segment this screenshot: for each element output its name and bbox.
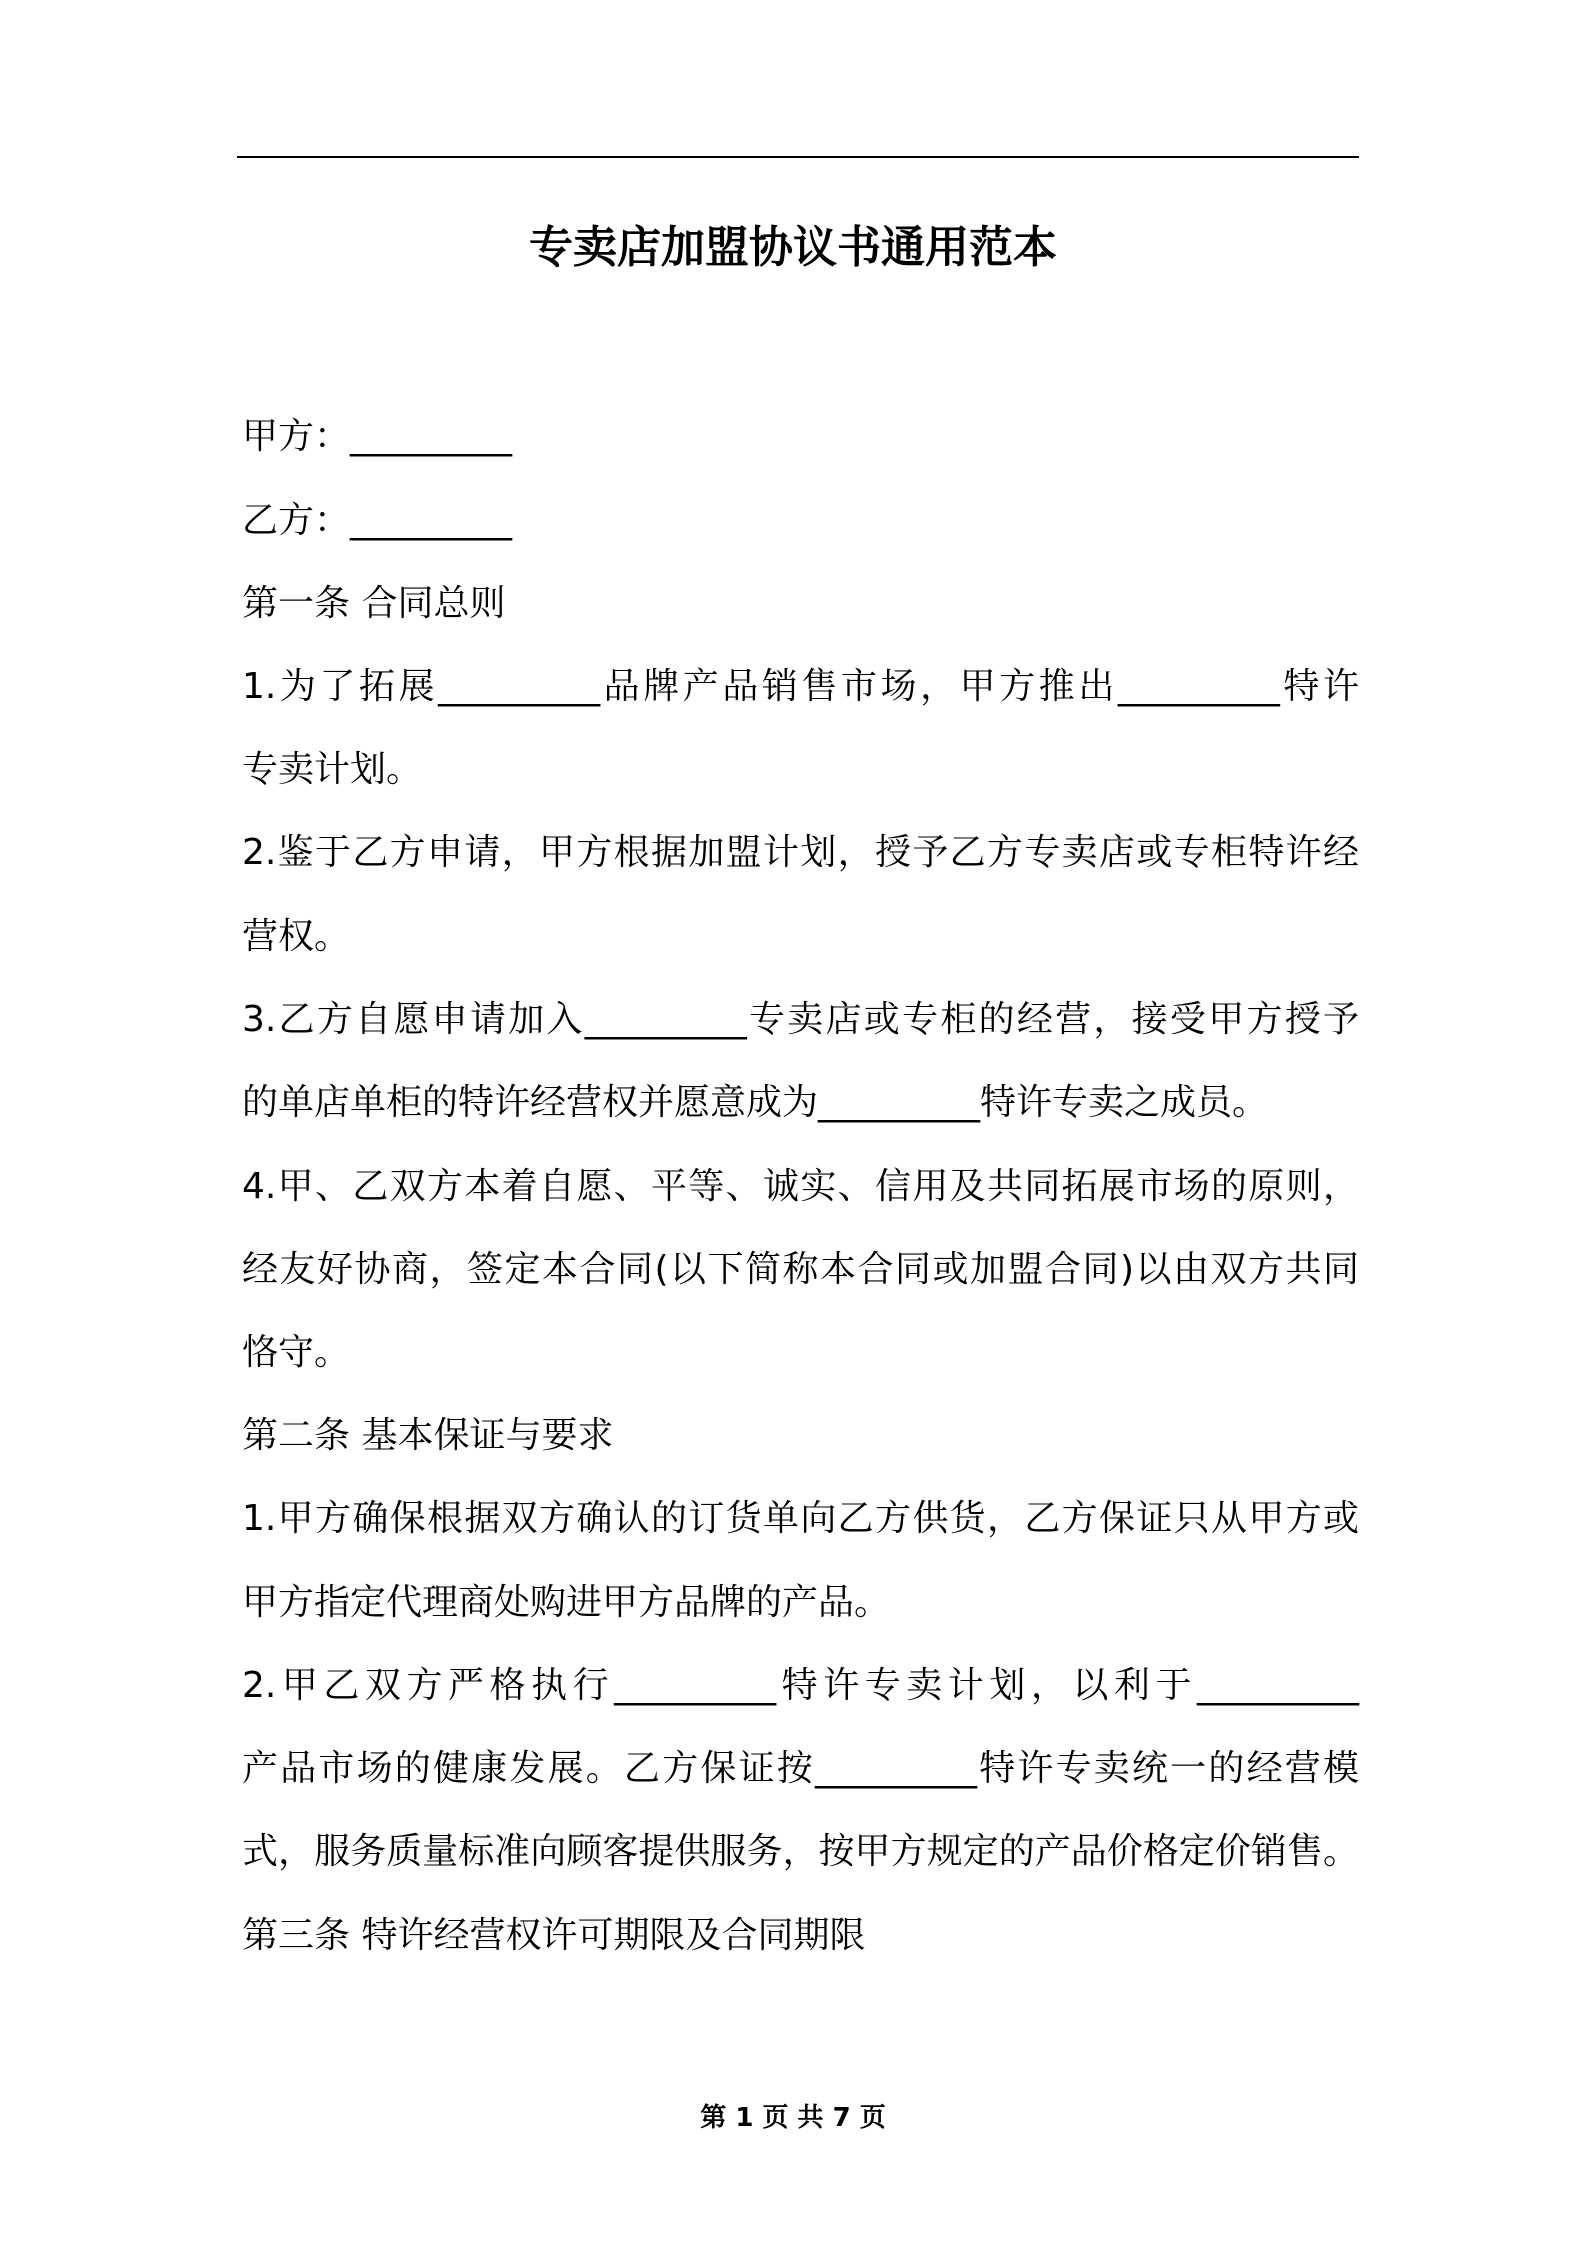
paragraph-line: 1.为了拓展_________品牌产品销售市场，甲方推出_________特许 <box>242 666 1359 707</box>
paragraph-line: 的单店单柜的特许经营权并愿意成为_________特许专卖之成员。 <box>242 1082 1269 1123</box>
paragraph-line: 营权。 <box>242 916 351 957</box>
party-b-line: 乙方：_________ <box>242 500 513 541</box>
document-title: 专卖店加盟协议书通用范本 <box>529 222 1057 273</box>
paragraph-line: 1.甲方确保根据双方确认的订货单向乙方供货，乙方保证只从甲方或 <box>242 1498 1359 1539</box>
article-heading: 第二条 基本保证与要求 <box>242 1415 614 1456</box>
article-heading: 第三条 特许经营权许可期限及合同期限 <box>242 1915 866 1956</box>
paragraph-line: 式，服务质量标准向顾客提供服务，按甲方规定的产品价格定价销售。 <box>242 1831 1359 1872</box>
article-heading: 第一条 合同总则 <box>242 583 506 624</box>
party-a-line: 甲方：_________ <box>242 416 513 457</box>
paragraph-line: 4.甲、乙双方本着自愿、平等、诚实、信用及共同拓展市场的原则， <box>242 1166 1359 1207</box>
paragraph-line: 产品市场的健康发展。乙方保证按_________特许专卖统一的经营模 <box>242 1748 1359 1789</box>
page-number: 第 1 页 共 7 页 <box>700 2103 886 2133</box>
paragraph-line: 2.甲乙双方严格执行_________特许专卖计划，以利于_________ <box>242 1665 1359 1706</box>
paragraph-line: 恪守。 <box>242 1332 351 1373</box>
header-rule <box>237 156 1359 158</box>
paragraph-line: 经友好协商，签定本合同(以下简称本合同或加盟合同)以由双方共同 <box>242 1249 1359 1290</box>
paragraph-line: 专卖计划。 <box>242 749 423 790</box>
paragraph-line: 2.鉴于乙方申请，甲方根据加盟计划，授予乙方专卖店或专柜特许经 <box>242 832 1359 873</box>
paragraph-line: 甲方指定代理商处购进甲方品牌的产品。 <box>242 1582 891 1623</box>
paragraph-line: 3.乙方自愿申请加入_________专卖店或专柜的经营，接受甲方授予 <box>242 999 1359 1040</box>
